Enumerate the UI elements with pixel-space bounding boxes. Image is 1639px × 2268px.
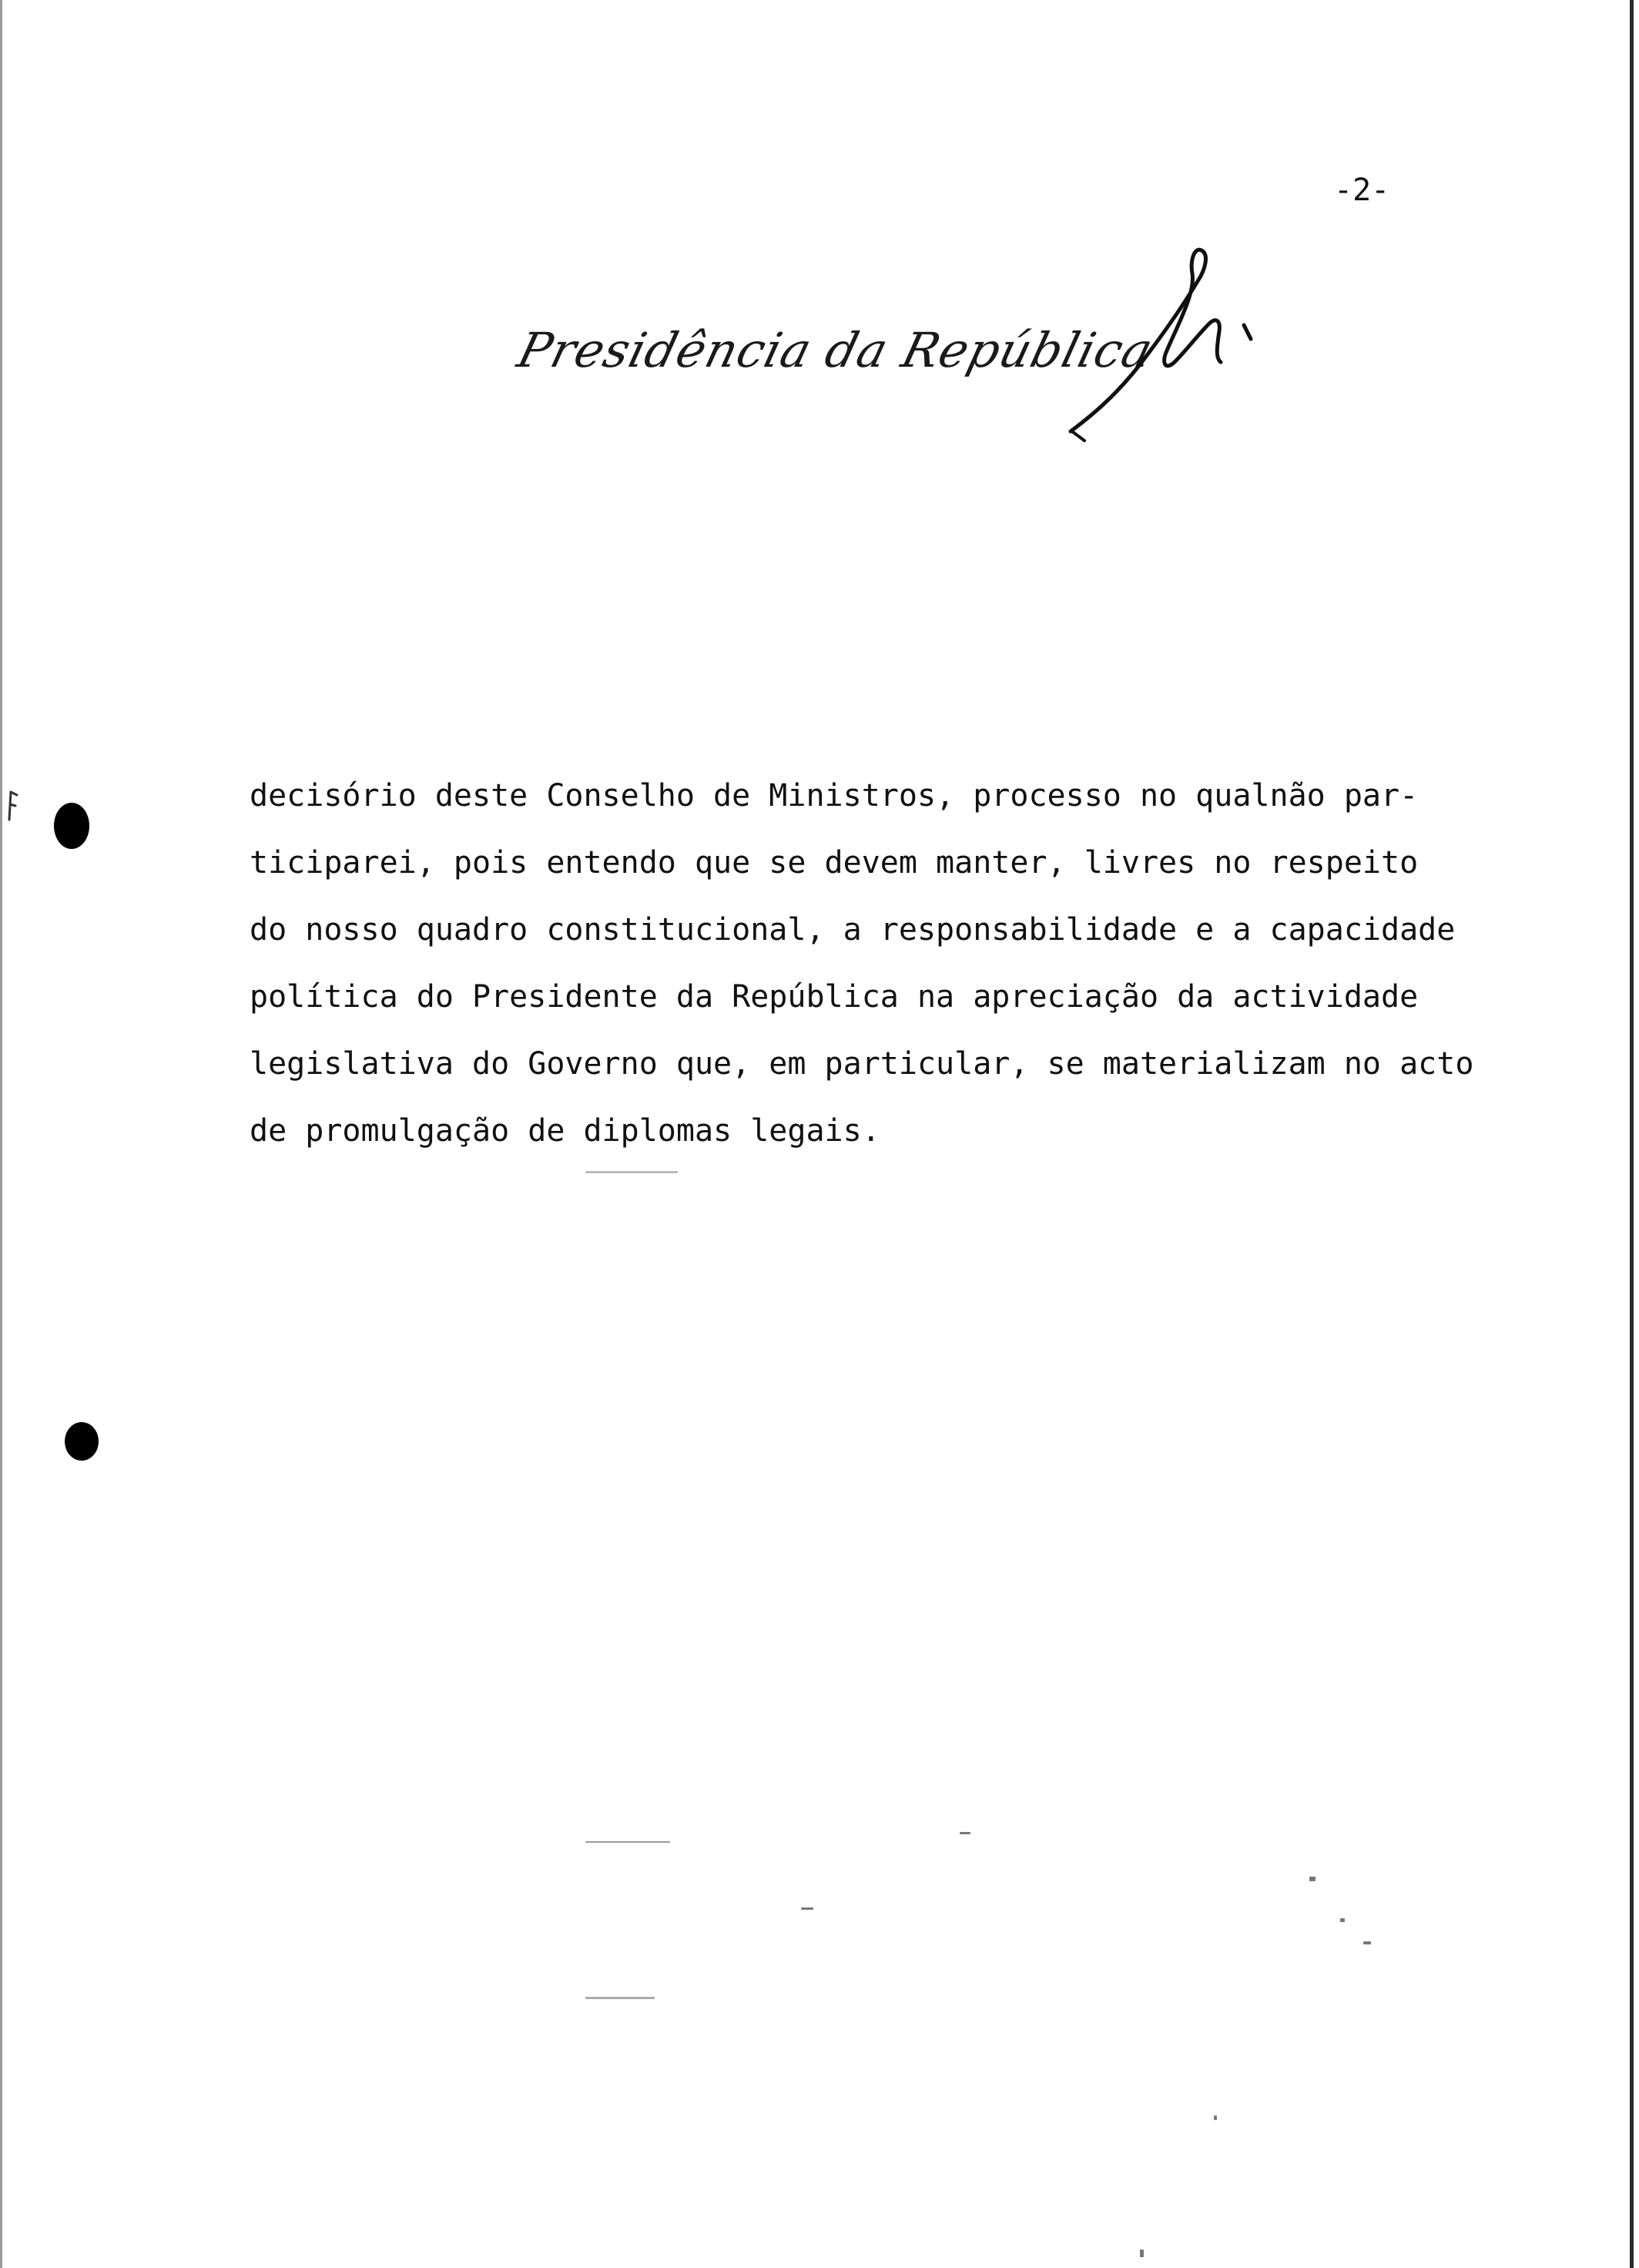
letterhead-title: Presidência da República [512, 322, 1159, 378]
body-paragraph [250, 763, 1528, 1165]
body-line: do nosso quadro constitucional, a responsabilidade e a capacidade [250, 912, 1456, 948]
handwritten-initials [1063, 239, 1286, 447]
scan-left-edge [0, 0, 2, 2268]
punch-hole [54, 803, 89, 849]
page-number: -2- [1334, 173, 1390, 208]
margin-scribble [6, 789, 22, 824]
body-line: legislativa do Governo que, em particular, se materializam no acto [250, 1046, 1474, 1082]
body-line: política do Presidente da República na apreciação da actividade [250, 979, 1419, 1015]
body-line: de promulgação de diplomas legais. [250, 1113, 880, 1149]
body-line: decisório deste Conselho de Ministros, processo no qualnão par- [250, 778, 1419, 814]
scan-right-edge [1630, 0, 1634, 2268]
punch-hole [65, 1422, 99, 1461]
body-line: ticiparei, pois entendo que se devem manter, livres no respeito [250, 845, 1419, 881]
